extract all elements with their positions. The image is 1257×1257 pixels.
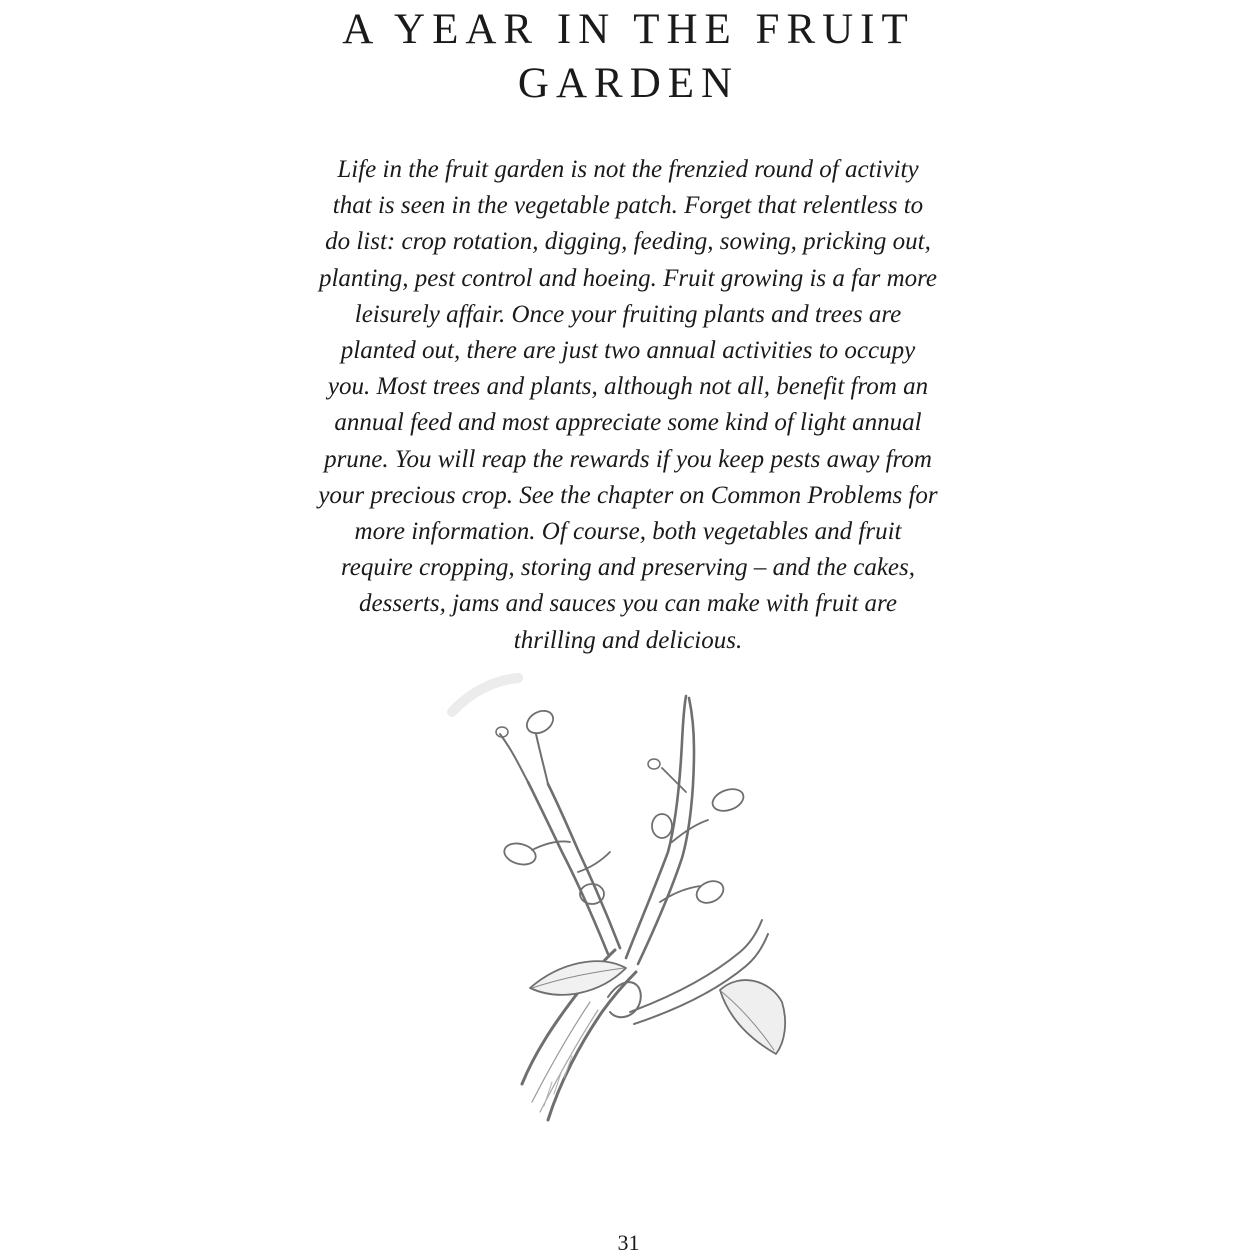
intro-line: do list: crop rotation, digging, feeding, sowing, pricking out, (325, 228, 931, 256)
intro-line: desserts, jams and sauces you can make with fruit are (359, 590, 897, 618)
intro-line: Life in the fruit garden is not the frenzied round of activity (337, 156, 919, 183)
intro-line: annual feed and most appreciate some kind of light annual (334, 409, 922, 437)
intro-line: prune. You will reap the rewards if you keep pests away from (324, 445, 932, 473)
intro-line: more information. Of course, both vegetables and fruit (354, 518, 902, 546)
intro-line: that is seen in the vegetable patch. Forget that relentless to (332, 192, 924, 220)
intro-line: you. Most trees and plants, although not all, benefit from an (327, 373, 929, 401)
intro-line: your precious crop. See the chapter on Common Problems for (318, 481, 938, 509)
budding-branch-sketch-icon (440, 672, 840, 1162)
page-title-line: GARDEN (517, 60, 740, 107)
intro-line: planted out, there are just two annual activities to occupy (340, 337, 916, 365)
intro-line: leisurely affair. Once your fruiting plants and trees are (354, 300, 902, 328)
page-title (0, 0, 1257, 111)
intro-line: planting, pest control and hoeing. Fruit growing is a far more (318, 264, 938, 292)
intro-paragraph (288, 152, 968, 659)
page-number: 31 (617, 1230, 640, 1255)
intro-line: thrilling and delicious. (513, 626, 743, 654)
page-title-line: A YEAR IN THE FRUIT (342, 6, 915, 53)
intro-line: require cropping, storing and preserving – and the cakes, (341, 554, 915, 582)
